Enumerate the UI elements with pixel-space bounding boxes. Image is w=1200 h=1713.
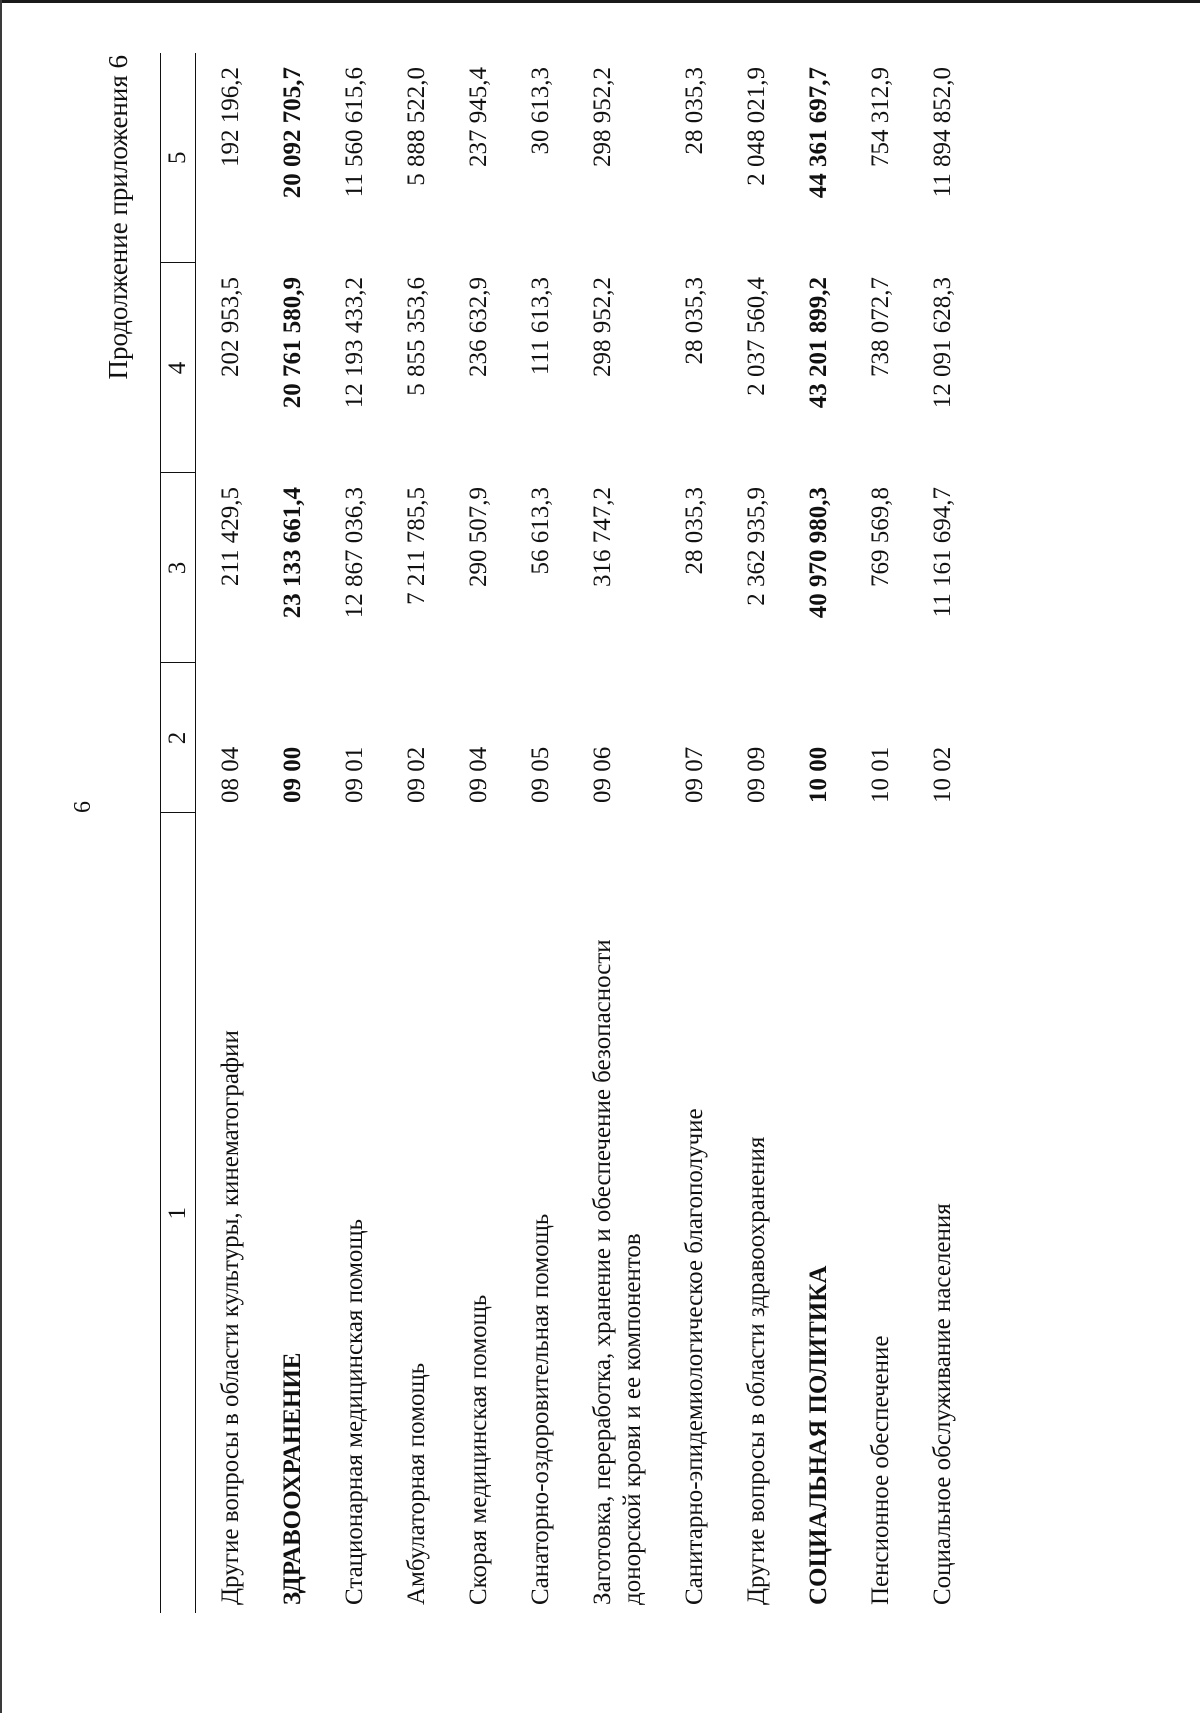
row-value-col3-cell: 7 211 785,5	[403, 487, 430, 605]
row-value-col3-cell: 12 867 036,3	[341, 487, 368, 619]
row-code-cell: 10 00	[805, 746, 832, 803]
row-value-col5-cell: 11 894 852,0	[929, 67, 956, 198]
table-row	[258, 53, 320, 1613]
page-number: 6	[70, 801, 96, 813]
row-value-col5-cell: 754 312,9	[867, 67, 894, 167]
row-value-col5-cell: 2 048 021,9	[743, 67, 770, 186]
row-code-cell: 09 05	[527, 746, 554, 803]
row-code-cell: 09 01	[341, 746, 368, 803]
row-value-col4-cell: 202 953,5	[217, 277, 244, 377]
row-value-col4-cell: 236 632,9	[465, 277, 492, 377]
row-value-col5-cell: 298 952,2	[589, 67, 616, 167]
row-name-cell: Заготовка, переработка, хранение и обеспечение безопасности донорской крови и ее компонентов	[589, 939, 646, 1605]
row-name-cell: Стационарная медицинская помощь	[341, 1218, 368, 1605]
table-row	[196, 53, 259, 1613]
header-row	[161, 53, 196, 1613]
row-code-cell: 10 01	[867, 746, 894, 803]
table-row	[506, 53, 568, 1613]
row-value-col4-cell: 43 201 899,2	[805, 277, 832, 409]
row-name-cell: СОЦИАЛЬНАЯ ПОЛИТИКА	[805, 1265, 832, 1605]
row-name-cell: Другие вопросы в области культуры, кинематографии	[217, 1030, 244, 1605]
row-name-cell: Скорая медицинская помощь	[465, 1294, 492, 1605]
table-row	[660, 53, 722, 1613]
table-row	[320, 53, 382, 1613]
row-name-cell: ЗДРАВООХРАНЕНИЕ	[279, 1352, 306, 1605]
row-value-col5-cell: 5 888 522,0	[403, 67, 430, 186]
row-name-cell: Другие вопросы в области здравоохранения	[743, 1136, 770, 1605]
row-value-col4-cell: 5 855 353,6	[403, 277, 430, 396]
appendix-continuation-note: Продолжение приложения 6	[103, 55, 133, 380]
col-header-2: 2	[161, 663, 196, 813]
row-name-cell: Пенсионное обеспечение	[867, 1335, 894, 1605]
col-header-4: 4	[161, 263, 196, 473]
row-value-col5-cell: 30 613,3	[527, 67, 554, 155]
table-row	[382, 53, 444, 1613]
row-value-col5-cell: 192 196,2	[217, 67, 244, 167]
row-name-cell: Санаторно-оздоровительная помощь	[527, 1213, 554, 1605]
row-value-col4-cell: 2 037 560,4	[743, 277, 770, 396]
row-value-col4-cell: 298 952,2	[589, 277, 616, 377]
row-value-col5-cell: 28 035,3	[681, 67, 708, 155]
col-header-3: 3	[161, 473, 196, 663]
row-value-col5-cell: 44 361 697,7	[805, 67, 832, 199]
row-value-col3-cell: 2 362 935,9	[743, 487, 770, 606]
row-name-cell: Социальное обслуживание населения	[929, 1203, 956, 1605]
row-value-col3-cell: 316 747,2	[589, 487, 616, 587]
row-name-cell: Амбулаторная помощь	[403, 1362, 430, 1605]
table-body	[196, 53, 971, 1613]
budget-table	[160, 53, 970, 1613]
row-value-col3-cell: 11 161 694,7	[929, 487, 956, 618]
row-value-col4-cell: 20 761 580,9	[279, 277, 306, 409]
table-row	[568, 53, 660, 1613]
row-value-col4-cell: 28 035,3	[681, 277, 708, 365]
row-code-cell: 09 07	[681, 746, 708, 803]
row-value-col5-cell: 11 560 615,6	[341, 67, 368, 198]
row-code-cell: 09 09	[743, 746, 770, 803]
row-value-col3-cell: 40 970 980,3	[805, 487, 832, 619]
row-value-col3-cell: 28 035,3	[681, 487, 708, 575]
row-value-col4-cell: 12 091 628,3	[929, 277, 956, 409]
row-value-col4-cell: 738 072,7	[867, 277, 894, 377]
row-value-col3-cell: 56 613,3	[527, 487, 554, 575]
row-code-cell: 09 02	[403, 746, 430, 803]
col-header-5: 5	[161, 53, 196, 263]
row-code-cell: 09 06	[589, 746, 616, 803]
table-row	[784, 53, 846, 1613]
row-value-col3-cell: 769 569,8	[867, 487, 894, 587]
row-value-col3-cell: 211 429,5	[217, 487, 244, 587]
row-value-col5-cell: 20 092 705,7	[279, 67, 306, 199]
row-value-col3-cell: 290 507,9	[465, 487, 492, 587]
row-code-cell: 10 02	[929, 746, 956, 803]
col-header-1: 1	[161, 813, 196, 1613]
table-row	[444, 53, 506, 1613]
row-value-col4-cell: 12 193 433,2	[341, 277, 368, 409]
row-code-cell: 09 04	[465, 746, 492, 803]
row-name-cell: Санитарно-эпидемиологическое благополучие	[681, 1108, 708, 1605]
table-row	[722, 53, 784, 1613]
row-code-cell: 09 00	[279, 746, 306, 803]
table-row	[908, 53, 970, 1613]
table-row	[846, 53, 908, 1613]
row-value-col4-cell: 111 613,3	[527, 277, 554, 376]
row-value-col5-cell: 237 945,4	[465, 67, 492, 167]
row-value-col3-cell: 23 133 661,4	[279, 487, 306, 619]
row-code-cell: 08 04	[217, 746, 244, 803]
